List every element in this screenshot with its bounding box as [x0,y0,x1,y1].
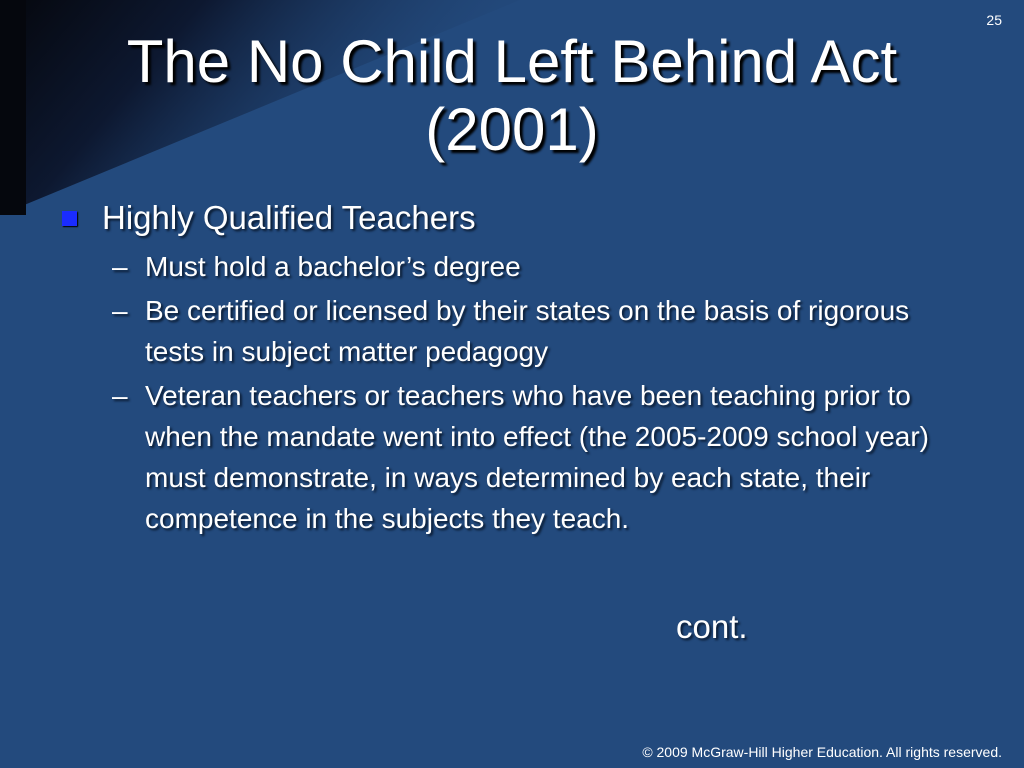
sub-bullet [107,290,962,372]
copyright-footer: © 2009 McGraw-Hill Higher Education. All rights reserved. [642,744,1002,760]
main-bullet-text: Highly Qualified Teachers [102,199,476,236]
sub-bullet-text: Veteran teachers or teachers who have been teaching prior to when the mandate went into effect (the 2005-2009 school year) must demonstrate, in ways determined by each state, their competence in the subjects they teach. [145,380,929,534]
square-bullet-icon [62,211,77,226]
title-line-1: The No Child Left Behind Act [126,28,898,95]
title-line-2: (2001) [425,96,599,163]
slide-number: 25 [986,12,1002,28]
main-bullet [62,198,962,238]
sub-bullet-list [107,246,962,539]
continued-label: cont. [676,608,748,645]
sub-bullet-text: Must hold a bachelor’s degree [145,251,521,282]
dash-bullet-icon: – [112,380,128,411]
sub-bullet-text: Be certified or licensed by their states on the basis of rigorous tests in subject matter pedagogy [145,295,910,367]
slide-title [0,28,1024,164]
slide-content [62,198,962,542]
dash-bullet-icon: – [112,295,128,326]
dash-bullet-icon: – [112,251,128,282]
sub-bullet [107,375,962,539]
sub-bullet [107,246,962,287]
